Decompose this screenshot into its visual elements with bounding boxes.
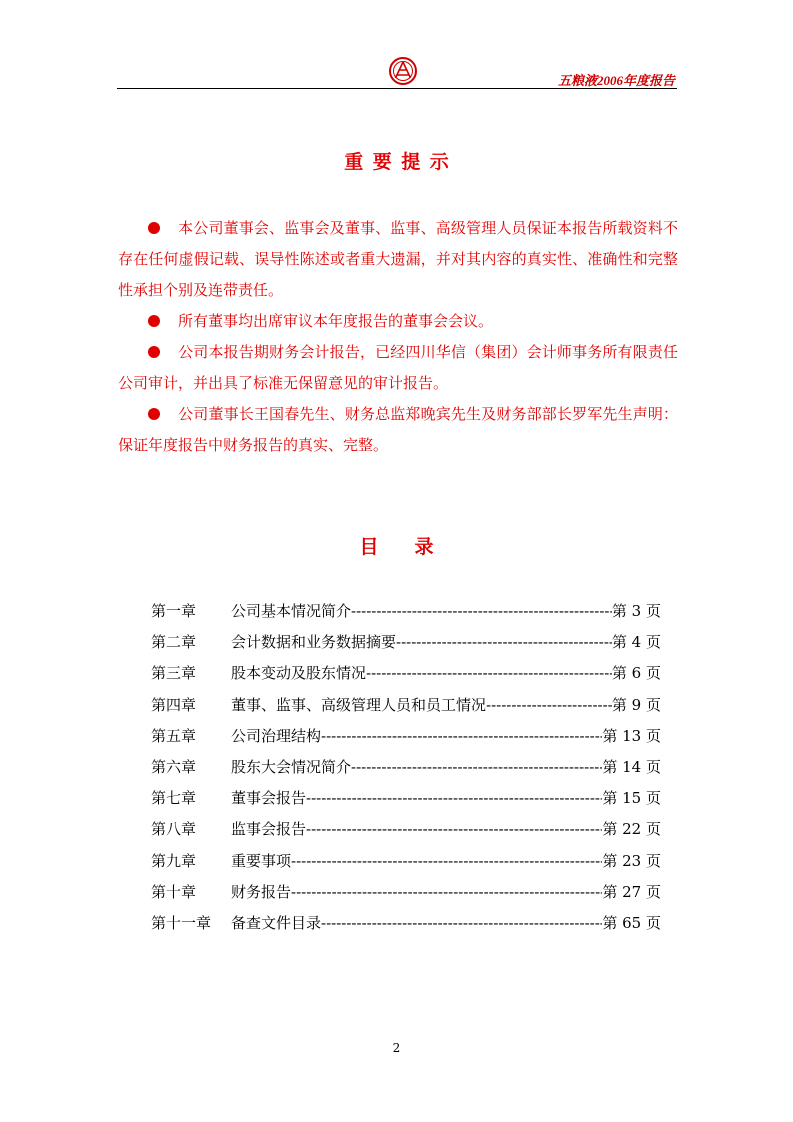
toc-entry[interactable] [151,783,661,814]
notice-text: 公司本报告期财务会计报告，已经四川华信（集团）会计师事务所有限责任公司审计，并出具了标准无保留意见的审计报告。 [118,343,678,392]
toc-name: 董事会报告 [231,789,307,808]
toc-name: 股东大会情况简介 [231,757,352,776]
notice-title: 重要提示 [344,151,459,173]
toc-title-right: 录 [414,536,434,558]
toc-chapter: 第四章 [151,695,197,714]
toc-name: 董事、监事、高级管理人员和员工情况 [231,695,487,714]
toc-name: 公司治理结构 [231,726,322,745]
toc-leader [321,721,602,752]
toc-chapter: 第三章 [151,664,197,683]
toc-entry[interactable] [151,658,661,689]
toc-leader [486,690,612,721]
toc-page: 第 3 页 [611,602,661,620]
toc-chapter: 第十章 [151,882,197,901]
toc-chapter: 第八章 [151,820,197,839]
toc-chapter: 第一章 [151,602,197,620]
toc-name: 股本变动及股东情况 [231,664,367,683]
bullet-icon [148,315,160,327]
notice-item [118,337,678,399]
toc-page: 第 6 页 [611,664,661,683]
toc-chapter: 第七章 [151,789,197,808]
toc-leader [321,908,602,939]
toc-name: 财务报告 [231,882,292,901]
table-of-contents [151,596,661,939]
notice-list [118,213,678,461]
toc-entry[interactable] [151,846,661,877]
toc-leader [306,814,602,845]
toc-page: 第 65 页 [602,913,661,932]
toc-entry[interactable] [151,752,661,783]
toc-page: 第 27 页 [602,882,661,901]
toc-chapter: 第二章 [151,633,197,652]
bullet-icon [148,222,160,234]
toc-name: 会计数据和业务数据摘要 [231,633,397,652]
toc-entry[interactable] [151,690,661,721]
toc-name: 重要事项 [231,851,292,870]
toc-chapter: 第五章 [151,726,197,745]
notice-item [118,213,678,306]
toc-leader [351,752,602,783]
notice-text: 所有董事均出席审议本年度报告的董事会会议。 [178,312,494,330]
toc-entry[interactable] [151,627,661,658]
toc-page: 第 9 页 [611,695,661,714]
bullet-icon [148,346,160,358]
toc-name: 监事会报告 [231,820,307,839]
notice-text: 公司董事长王国春先生、财务总监郑晚宾先生及财务部部长罗军先生声明：保证年度报告中财务报告的真实、完整。 [118,405,678,454]
toc-leader [291,846,602,877]
toc-title [0,532,793,559]
toc-leader [306,783,602,814]
notice-item [118,399,678,461]
notice-text: 本公司董事会、监事会及董事、监事、高级管理人员保证本报告所载资料不存在任何虚假记载、误导性陈述或者重大遗漏，并对其内容的真实性、准确性和完整性承担个别及连带责任。 [118,219,678,299]
toc-chapter: 第六章 [151,757,197,776]
header-divider [117,88,677,89]
toc-entry[interactable] [151,877,661,908]
toc-page: 第 22 页 [602,820,661,839]
wuliangye-logo-icon [388,56,418,86]
toc-entry[interactable] [151,721,661,752]
header-brand: 五粮液2006年度报告 [557,73,675,88]
toc-chapter: 第九章 [151,851,197,870]
toc-name: 公司基本情况简介 [231,602,352,620]
toc-leader [366,658,612,689]
toc-page: 第 15 页 [602,789,661,808]
toc-entry[interactable] [151,596,661,627]
notice-item [118,306,678,337]
toc-leader [396,627,612,658]
toc-name: 备查文件目录 [231,913,322,932]
toc-page: 第 13 页 [602,726,661,745]
toc-leader [291,877,602,908]
toc-leader [351,596,612,627]
toc-page: 第 4 页 [611,633,661,652]
toc-title-left: 目 [359,536,379,558]
toc-chapter: 第十一章 [151,913,212,932]
toc-entry[interactable] [151,814,661,845]
bullet-icon [148,408,160,420]
page-number: 2 [392,1041,401,1055]
toc-page: 第 14 页 [602,757,661,776]
toc-entry[interactable] [151,908,661,939]
toc-page: 第 23 页 [602,851,661,870]
